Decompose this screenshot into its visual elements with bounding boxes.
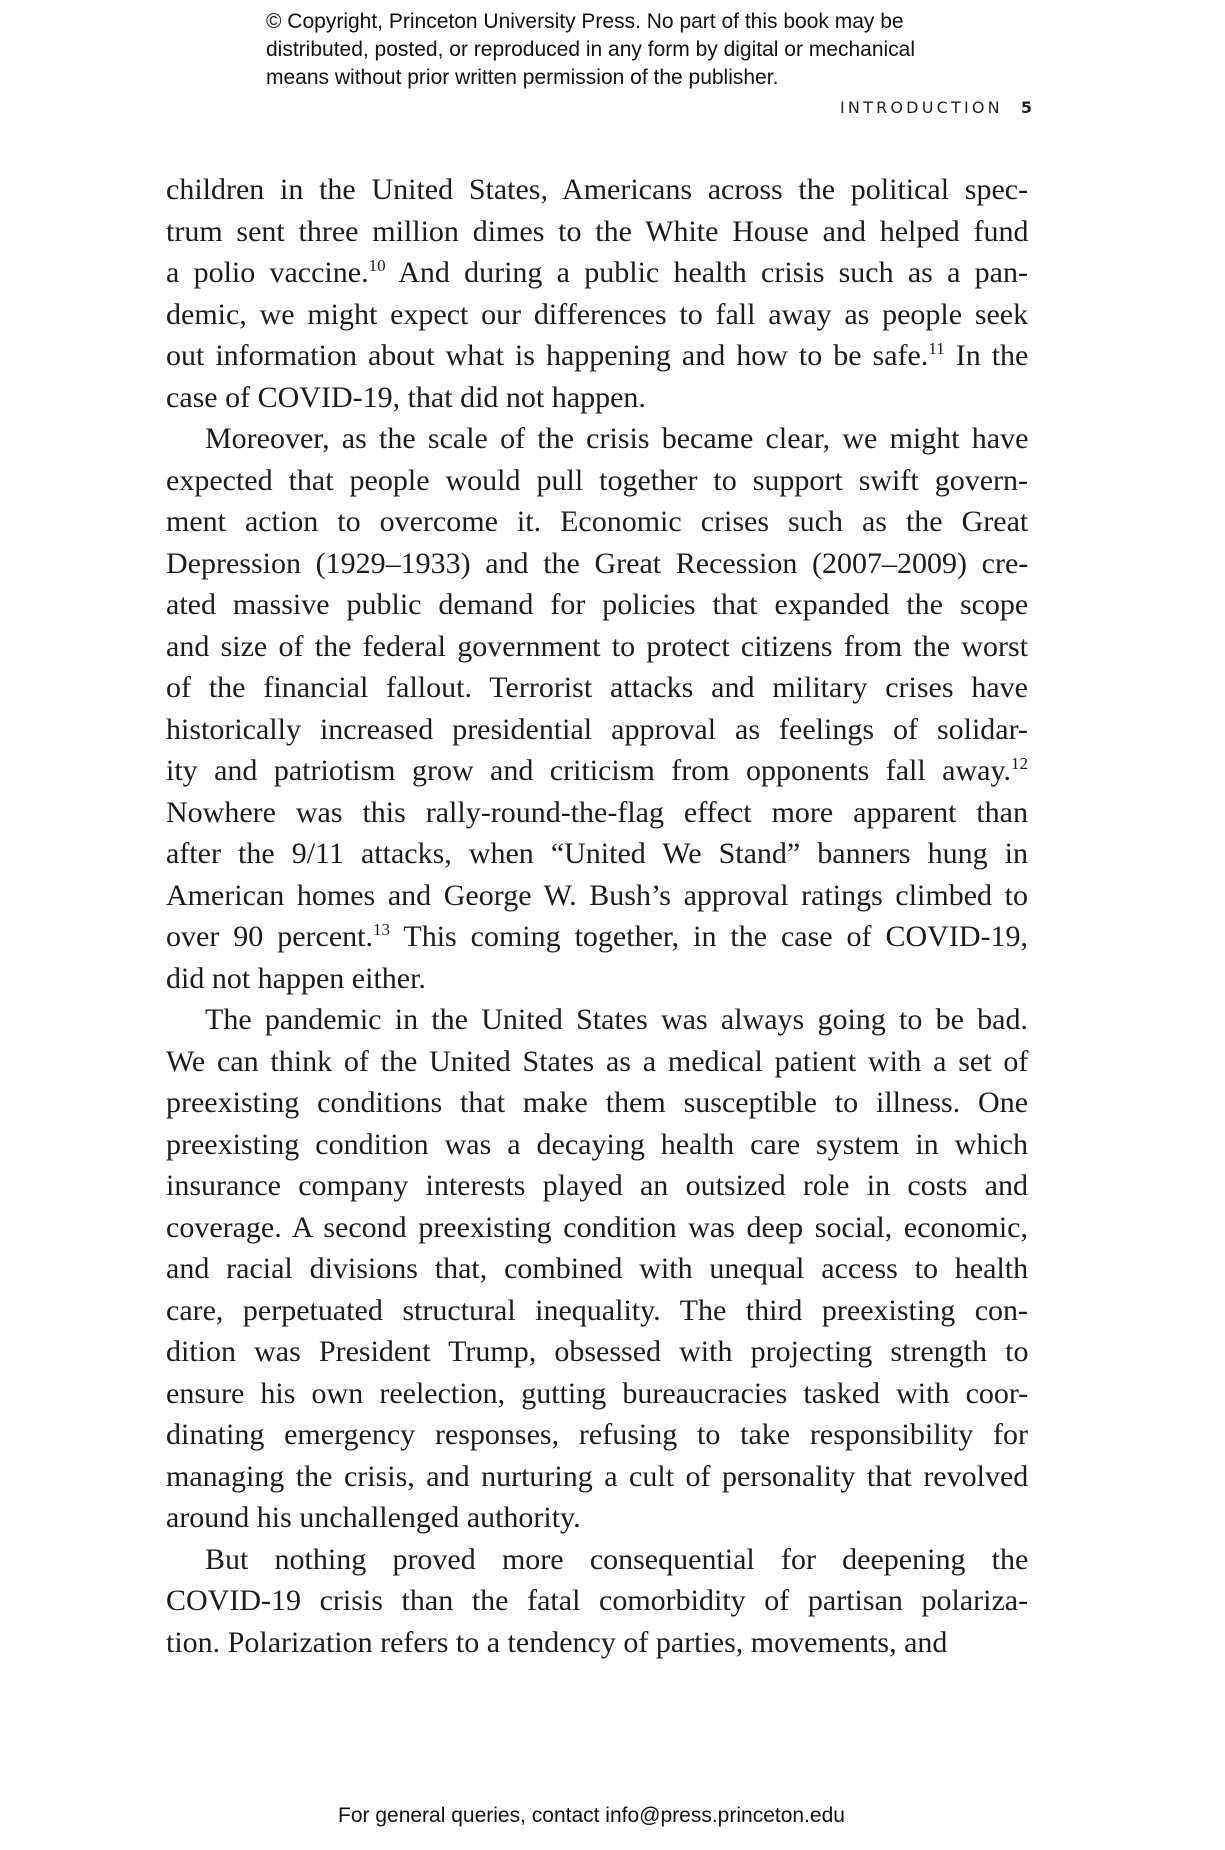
line-text: Depression (1929–1933) and the Great Recession (2007–2009) cre- — [166, 546, 1029, 580]
line-text: over 90 percent. — [166, 920, 373, 953]
line-text: tion. Polarization refers to a tendency of parties, movements, and — [166, 1625, 948, 1659]
footnote-ref[interactable]: 11 — [928, 339, 945, 358]
line-text: around his unchallenged authority. — [166, 1501, 581, 1534]
text-line — [166, 916, 1028, 958]
line-text-continued: And during a public health crisis such as a pan- — [385, 256, 1028, 289]
text-line — [166, 1082, 1028, 1124]
text-line — [166, 875, 1028, 917]
text-line — [166, 584, 1028, 626]
text-line — [166, 1165, 1028, 1207]
text-line — [166, 501, 1028, 543]
copyright-line: distributed, posted, or reproduced in any form by digital or mechanical — [266, 38, 916, 61]
text-line — [166, 958, 1028, 1000]
line-text: trum sent three million dimes to the White House and helped fund — [166, 214, 1029, 248]
text-line — [166, 543, 1028, 585]
line-text: ity and patriotism grow and criticism from opponents fall away. — [166, 754, 1011, 787]
line-text-continued: This coming together, in the case of COVID-19, — [389, 920, 1028, 953]
text-line — [166, 1290, 1028, 1332]
line-text: American homes and George W. Bush’s approval ratings climbed to — [166, 878, 1028, 912]
text-line — [166, 667, 1028, 709]
line-text: out information about what is happening and how to be safe. — [166, 339, 929, 372]
text-line — [166, 1456, 1028, 1498]
paragraph — [166, 418, 1028, 999]
line-text: ensure his own reelection, gutting bureaucracies tasked with coor- — [166, 1376, 1029, 1410]
text-line — [166, 335, 1028, 377]
line-text: after the 9/11 attacks, when “United We Stand” banners hung in — [166, 837, 1028, 870]
line-text: case of COVID-19, that did not happen. — [166, 380, 646, 414]
line-text-continued: In the — [944, 339, 1029, 372]
text-line — [166, 460, 1028, 502]
text-line — [166, 294, 1028, 336]
footer-contact: For general queries, contact info@press.princeton.edu — [338, 1804, 845, 1827]
line-text: managing the crisis, and nurturing a cult of personality that revolved — [166, 1459, 1029, 1493]
text-line — [166, 377, 1028, 419]
line-text: expected that people would pull together to support swift govern- — [166, 463, 1028, 497]
text-line — [166, 1373, 1028, 1415]
footnote-ref[interactable]: 10 — [368, 256, 386, 275]
text-line — [166, 1331, 1028, 1373]
text-line — [166, 1041, 1028, 1083]
line-text: COVID-19 crisis than the fatal comorbidity of partisan polariza- — [166, 1584, 1029, 1617]
line-text: We can think of the United States as a medical patient with a set of — [166, 1044, 1029, 1078]
page-number: 5 — [1020, 98, 1032, 117]
text-line — [166, 1580, 1028, 1622]
paragraph — [166, 169, 1028, 418]
body-text — [166, 169, 1028, 1663]
copyright-line: means without prior written permission of the publisher. — [266, 66, 779, 89]
line-text: preexisting conditions that make them susceptible to illness. One — [166, 1086, 1029, 1119]
text-line — [166, 750, 1028, 792]
line-text: ment action to overcome it. Economic crises such as the Great — [166, 505, 1029, 538]
running-head — [840, 98, 1032, 117]
line-text: dinating emergency responses, refusing to take responsibility for — [166, 1418, 1028, 1451]
footnote-ref[interactable]: 12 — [1011, 754, 1028, 773]
line-text: children in the United States, Americans across the political spec- — [166, 173, 1029, 206]
line-text: care, perpetuated structural inequality. The third preexisting con- — [166, 1293, 1029, 1327]
text-line — [166, 1539, 1028, 1581]
line-text: insurance company interests played an outsized role in costs and — [166, 1169, 1028, 1202]
line-text: coverage. A second preexisting condition was deep social, economic, — [166, 1210, 1028, 1244]
line-text: and racial divisions that, combined with unequal access to health — [166, 1252, 1029, 1285]
line-text: of the financial fallout. Terrorist attacks and military crises have — [166, 671, 1028, 704]
text-line — [166, 833, 1028, 875]
paragraph — [166, 1539, 1028, 1664]
text-line — [166, 1622, 1028, 1664]
line-text: dition was President Trump, obsessed with projecting strength to — [166, 1335, 1029, 1368]
line-text: a polio vaccine. — [166, 256, 369, 289]
line-text: But nothing proved more consequential for deepening the — [205, 1542, 1029, 1576]
line-text: Moreover, as the scale of the crisis became clear, we might have — [205, 422, 1029, 455]
text-line — [166, 999, 1028, 1041]
copyright-notice — [266, 8, 1026, 92]
text-line — [166, 792, 1028, 834]
text-line — [166, 252, 1028, 294]
line-text: historically increased presidential approval as feelings of solidar- — [166, 712, 1028, 746]
section-title: INTRODUCTION — [840, 98, 1003, 117]
text-line — [166, 1497, 1028, 1539]
text-line — [166, 709, 1028, 751]
text-line — [166, 1207, 1028, 1249]
text-line — [166, 169, 1028, 211]
line-text: ated massive public demand for policies that expanded the scope — [166, 588, 1029, 621]
text-line — [166, 626, 1028, 668]
line-text: did not happen either. — [166, 961, 426, 995]
paragraph — [166, 999, 1028, 1539]
copyright-line: © Copyright, Princeton University Press. No part of this book may be — [266, 10, 904, 33]
line-text: preexisting condition was a decaying health care system in which — [166, 1127, 1028, 1161]
line-text: and size of the federal government to protect citizens from the worst — [166, 629, 1028, 663]
text-line — [166, 1124, 1028, 1166]
line-text: The pandemic in the United States was always going to be bad. — [205, 1003, 1028, 1036]
text-line — [166, 418, 1028, 460]
text-line — [166, 211, 1028, 253]
line-text: demic, we might expect our differences to fall away as people seek — [166, 297, 1029, 331]
text-line — [166, 1414, 1028, 1456]
text-line — [166, 1248, 1028, 1290]
line-text: Nowhere was this rally-round-the-flag effect more apparent than — [166, 795, 1028, 829]
footnote-ref[interactable]: 13 — [372, 920, 390, 939]
